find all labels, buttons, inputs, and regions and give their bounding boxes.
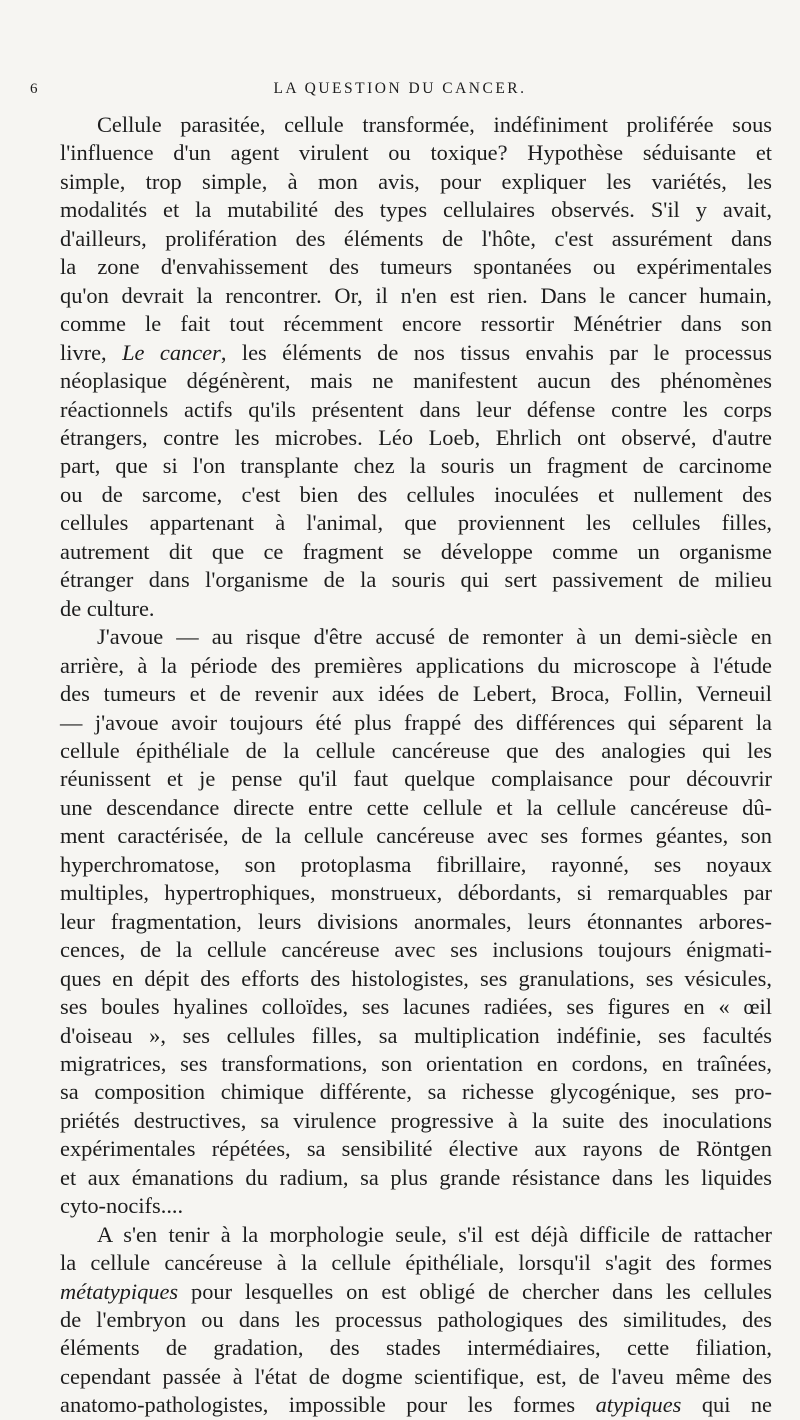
text-line: [60, 794, 772, 822]
line-text: cellules appartenant à l'animal, que proviennent les cellules filles,: [60, 510, 772, 536]
text-line: [60, 1050, 772, 1078]
line-text: autrement dit que ce fragment se développe comme un organisme: [60, 538, 772, 564]
text-line: [60, 993, 772, 1021]
line-text: hyperchromatose, son protoplasma fibrillaire, rayonné, ses noyaux: [60, 851, 772, 877]
line-text: priétés destructives, sa virulence progressive à la suite des inoculations: [60, 1107, 772, 1133]
line-text: ses boules hyalines colloïdes, ses lacunes radiées, ses figures en « œil: [60, 994, 772, 1020]
line-text: qu'on devrait la rencontrer. Or, il n'en est rien. Dans le cancer humain,: [60, 282, 772, 308]
text-line: [60, 1363, 772, 1391]
line-text: ou de sarcome, c'est bien des cellules inoculées et nullement des: [60, 481, 772, 507]
line-text: cences, de la cellule cancéreuse avec ses inclusions toujours énigmati-: [60, 937, 772, 963]
line-text: de culture.: [60, 595, 155, 621]
line-text: Cellule parasitée, cellule transformée, indéfiniment proliférée sous: [97, 112, 772, 137]
text-line: [60, 538, 772, 566]
italic-text: atypiques: [595, 1392, 682, 1418]
line-text: éléments de gradation, des stades intermédiaires, cette filiation,: [60, 1335, 772, 1361]
text-line: [60, 339, 772, 367]
italic-text: métatypiques: [60, 1278, 179, 1304]
line-text: simple, trop simple, à mon avis, pour expliquer les variétés, les: [60, 168, 772, 194]
text-line: [60, 509, 772, 537]
line-text: modalités et la mutabilité des types cellulaires observés. S'il y avait,: [60, 197, 772, 223]
text-line: [60, 481, 772, 509]
line-text: réunissent et je pense qu'il faut quelque complaisance pour découvrir: [60, 766, 772, 792]
text-line: [60, 310, 772, 338]
line-text: et aux émanations du radium, sa plus grande résistance dans les liquides: [60, 1164, 772, 1190]
text-line: [60, 196, 772, 224]
text-line: [60, 1278, 772, 1306]
line-text: qui ne: [681, 1392, 772, 1418]
text-line: [60, 737, 772, 765]
line-text: l'influence d'un agent virulent ou toxique? Hypothèse séduisante et: [60, 140, 772, 166]
text-line: [60, 1022, 772, 1050]
text-line: [60, 851, 772, 879]
line-text: comme le fait tout récemment encore ressortir Ménétrier dans son: [60, 311, 772, 337]
text-line: [60, 709, 772, 737]
text-line: [60, 680, 772, 708]
text-line: [60, 452, 772, 480]
line-text: cyto-nocifs....: [60, 1193, 184, 1219]
text-line: [60, 367, 772, 395]
text-line: [60, 566, 772, 594]
text-line: [60, 282, 772, 310]
line-text: — j'avoue avoir toujours été plus frappé des différences qui séparent la: [60, 709, 772, 735]
text-line: [60, 225, 772, 253]
line-text: d'ailleurs, prolifération des éléments de l'hôte, c'est assurément dans: [60, 225, 772, 251]
line-text: réactionnels actifs qu'ils présentent dans leur défense contre les corps: [60, 396, 772, 422]
text-line: [60, 1164, 772, 1192]
line-text: multiples, hypertrophiques, monstrueux, débordants, si remarquables par: [60, 880, 772, 906]
text-line: [60, 936, 772, 964]
text-line: [60, 1135, 772, 1163]
text-line: [60, 652, 772, 680]
line-text: de l'embryon ou dans les processus pathologiques des similitudes, des: [60, 1307, 772, 1333]
text-line: [60, 253, 772, 281]
text-line: [60, 1192, 772, 1220]
line-text: arrière, à la période des premières applications du microscope à l'étude: [60, 652, 772, 678]
line-text: néoplasique dégénèrent, mais ne manifestent aucun des phénomènes: [60, 368, 772, 394]
line-text: livre,: [60, 339, 123, 365]
text-line: [60, 965, 772, 993]
line-text: pour lesquelles on est obligé de chercher dans les cellules: [178, 1278, 772, 1304]
text-line: [60, 623, 772, 651]
italic-text: Le cancer: [122, 339, 221, 365]
text-line: [60, 1249, 772, 1277]
page-number: 6: [30, 80, 39, 97]
text-line: [60, 1221, 772, 1249]
text-line: [60, 1334, 772, 1362]
line-text: , les éléments de nos tissus envahis par le processus: [220, 339, 772, 365]
line-text: part, que si l'on transplante chez la souris un fragment de carcinome: [60, 453, 772, 479]
text-line: [60, 1391, 772, 1419]
line-text: étrangers, contre les microbes. Léo Loeb, Ehrlich ont observé, d'autre: [60, 424, 772, 450]
line-text: leur fragmentation, leurs divisions anormales, leurs étonnantes arbores-: [60, 908, 772, 934]
text-line: [60, 1107, 772, 1135]
body-text: [60, 111, 772, 1420]
line-text: sa composition chimique différente, sa richesse glycogénique, ses pro-: [60, 1079, 772, 1105]
line-text: expérimentales répétées, sa sensibilité élective aux rayons de Röntgen: [60, 1136, 772, 1162]
text-line: [60, 1306, 772, 1334]
line-text: la zone d'envahissement des tumeurs spontanées ou expérimentales: [60, 254, 772, 280]
text-line: [60, 908, 772, 936]
line-text: des tumeurs et de revenir aux idées de Lebert, Broca, Follin, Verneuil: [60, 681, 772, 707]
text-line: [60, 111, 772, 139]
text-line: [60, 424, 772, 452]
text-line: [60, 765, 772, 793]
line-text: cependant passée à l'état de dogme scientifique, est, de l'aveu même des: [60, 1363, 772, 1389]
line-text: la cellule cancéreuse à la cellule épithéliale, lorsqu'il s'agit des formes: [60, 1250, 772, 1276]
line-text: étranger dans l'organisme de la souris qui sert passivement de milieu: [60, 567, 772, 593]
page-header: [30, 76, 770, 102]
line-text: A s'en tenir à la morphologie seule, s'il est déjà difficile de rattacher: [97, 1221, 772, 1247]
line-text: une descendance directe entre cette cellule et la cellule cancéreuse dû-: [60, 794, 772, 820]
running-title: LA QUESTION DU CANCER.: [273, 80, 527, 97]
text-line: [60, 879, 772, 907]
line-text: anatomo-pathologistes, impossible pour les formes: [60, 1392, 596, 1418]
line-text: d'oiseau », ses cellules filles, sa multiplication indéfinie, ses facultés: [60, 1022, 772, 1048]
line-text: ment caractérisée, de la cellule cancéreuse avec ses formes géantes, son: [60, 823, 772, 849]
text-line: [60, 595, 772, 623]
text-line: [60, 396, 772, 424]
text-line: [60, 168, 772, 196]
text-line: [60, 822, 772, 850]
text-line: [60, 139, 772, 167]
line-text: cellule épithéliale de la cellule cancéreuse que des analogies qui les: [60, 737, 772, 763]
line-text: migratrices, ses transformations, son orientation en cordons, en traînées,: [60, 1050, 772, 1076]
text-line: [60, 1078, 772, 1106]
line-text: J'avoue — au risque d'être accusé de remonter à un demi-siècle en: [97, 624, 772, 650]
line-text: ques en dépit des efforts des histologistes, ses granulations, ses vésicules,: [60, 965, 772, 991]
